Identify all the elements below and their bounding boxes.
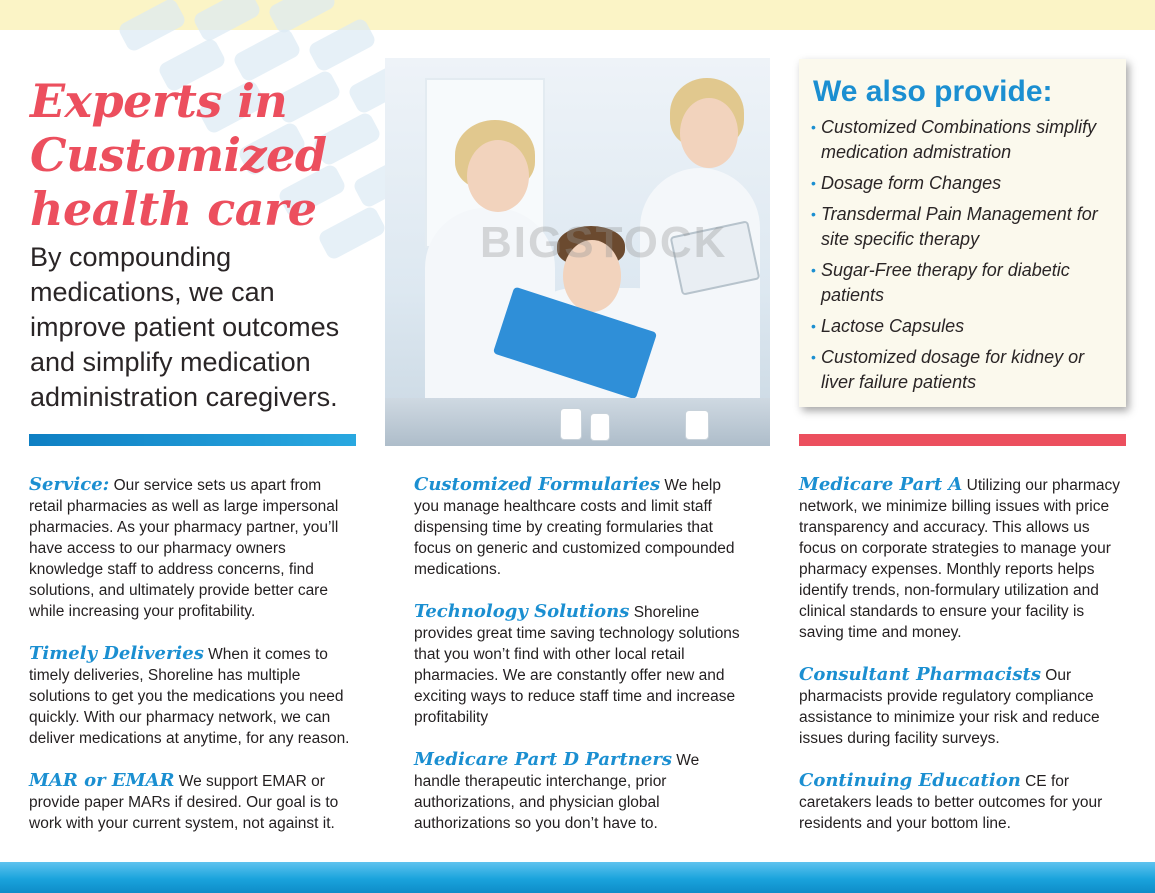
also-provide-list	[811, 115, 1114, 395]
section-heading: Customized Formularies	[414, 474, 661, 495]
section-heading: Service:	[29, 474, 110, 495]
section-heading: MAR or EMAR	[29, 770, 175, 791]
photo-watermark: BIGSTOCK	[480, 218, 728, 267]
section-heading: Technology Solutions	[414, 601, 630, 622]
section-body: We support EMAR or provide paper MARs if desired. Our goal is to work with your current system, not against it.	[29, 773, 339, 832]
section-consultant-pharmacists	[799, 664, 1129, 749]
list-item: • Customized dosage for kidney or liver failure patients	[811, 347, 1085, 392]
section-body: Our service sets us apart from retail pharmacies as well as large impersonal pharmacies. As your pharmacy partner, you’ll have access to our pharmacy owners knowledge staff to address concerns, find solutions, and ultimately provide better care while increasing your profitability.	[29, 477, 339, 620]
pharmacists-photo	[385, 58, 770, 446]
column-3	[799, 474, 1129, 855]
section-technology-solutions	[414, 601, 744, 728]
list-item: • Dosage form Changes	[811, 171, 1114, 196]
section-customized-formularies	[414, 474, 744, 580]
headline-line-1: Experts in	[30, 74, 288, 128]
section-medicare-part-d	[414, 749, 744, 834]
section-body: Utilizing our pharmacy network, we minimize billing issues with price transparency and accuracy. This allows us focus on corporate strategies to manage your pharmacy expenses. Monthly reports helps identify trends, non-formulary utilization and clinical standards to ensure your facility is saving time and money.	[799, 477, 1121, 641]
section-body: We help you manage healthcare costs and limit staff dispensing time by creating formularies that focus on generic and customized compounded medications.	[414, 477, 735, 578]
list-item: • Sugar-Free therapy for diabetic patients	[811, 260, 1070, 305]
also-provide-box	[799, 59, 1126, 407]
section-body: We handle therapeutic interchange, prior authorizations, and physician global authorizations so you don’t have to.	[414, 752, 700, 832]
column-2	[414, 474, 744, 855]
section-continuing-education	[799, 770, 1129, 834]
headline-line-2: Customized	[30, 128, 327, 182]
intro-text: By compounding medications, we can improve patient outcomes and simplify medication administration caregivers.	[30, 242, 340, 412]
section-body: When it comes to timely deliveries, Shoreline has multiple solutions to get you the medications you need quickly. With our pharmacy network, we can deliver medications at anytime, for any reason.	[29, 646, 350, 747]
section-heading: Medicare Part A	[799, 474, 963, 495]
section-heading: Continuing Education	[799, 770, 1021, 791]
bullet-icon: •	[811, 206, 816, 222]
bullet-icon: •	[811, 119, 816, 135]
section-heading: Consultant Pharmacists	[799, 664, 1041, 685]
section-timely-deliveries	[29, 643, 359, 749]
section-heading: Timely Deliveries	[29, 643, 204, 664]
bullet-icon: •	[811, 349, 816, 365]
headline-line-3: health care	[30, 182, 317, 236]
column-1	[29, 474, 359, 855]
page-headline	[30, 74, 370, 236]
list-item: • Transdermal Pain Management for site specific therapy	[811, 204, 1098, 249]
divider-bar-red	[799, 434, 1126, 446]
bottom-color-band	[0, 862, 1155, 893]
section-body: Our pharmacists provide regulatory compliance assistance to minimize your risk and reduce issues during facility surveys.	[799, 667, 1100, 747]
divider-bar-blue	[29, 434, 356, 446]
section-service	[29, 474, 359, 622]
section-heading: Medicare Part D Partners	[414, 749, 672, 770]
section-medicare-part-a	[799, 474, 1129, 643]
list-item: • Lactose Capsules	[811, 314, 1114, 339]
bullet-icon: •	[811, 175, 816, 191]
also-provide-title: We also provide:	[813, 75, 1053, 108]
section-mar-emar	[29, 770, 359, 834]
bullet-icon: •	[811, 262, 816, 278]
section-body: Shoreline provides great time saving technology solutions that you won’t find with other local retail pharmacies. We are constantly offer new and exciting ways to reduce staff time and increase profitability	[414, 604, 740, 726]
section-body: CE for caretakers leads to better outcomes for your residents and your bottom line.	[799, 773, 1103, 832]
bullet-icon: •	[811, 318, 816, 334]
list-item: • Customized Combinations simplify medication admistration	[811, 117, 1097, 162]
